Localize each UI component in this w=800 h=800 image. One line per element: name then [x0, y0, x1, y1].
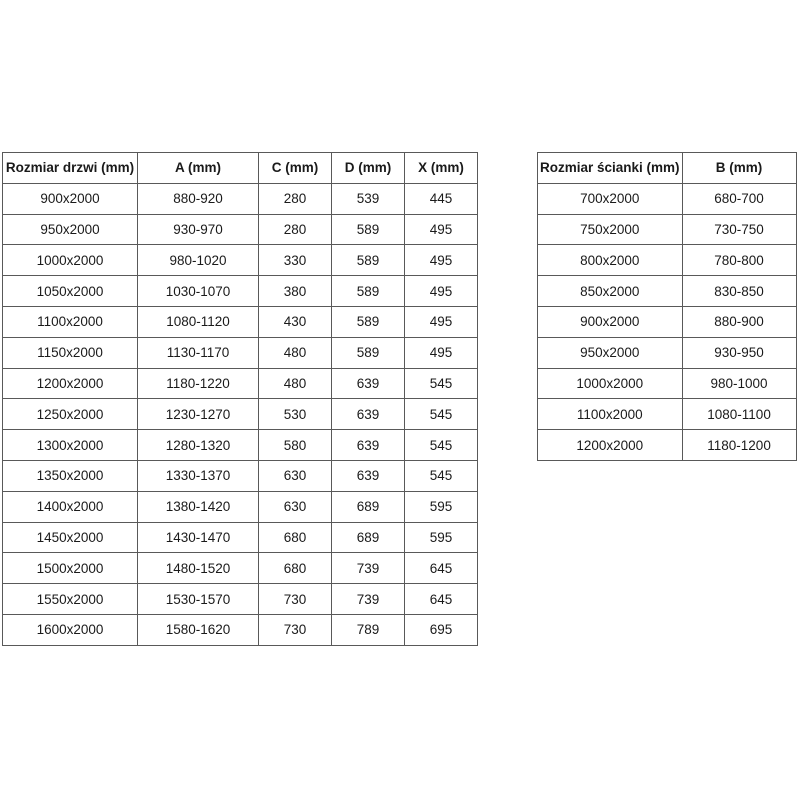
- table-cell: 689: [332, 491, 405, 522]
- table-cell: 980-1000: [682, 368, 796, 399]
- table-cell: 539: [332, 183, 405, 214]
- table-row: [3, 430, 478, 461]
- table-cell: 750x2000: [538, 214, 683, 245]
- table-cell: 495: [405, 276, 478, 307]
- table-cell: 1130-1170: [138, 337, 259, 368]
- table-cell: 430: [259, 306, 332, 337]
- table-cell: 1100x2000: [3, 306, 138, 337]
- table-row: [3, 245, 478, 276]
- table-cell: 1000x2000: [3, 245, 138, 276]
- table-cell: 280: [259, 214, 332, 245]
- table-cell: 680: [259, 553, 332, 584]
- door-sizes-table: [2, 152, 478, 646]
- table-cell: 495: [405, 306, 478, 337]
- table-cell: 730: [259, 614, 332, 645]
- wall-sizes-header: [538, 153, 797, 184]
- table-cell: 589: [332, 276, 405, 307]
- table-cell: 595: [405, 491, 478, 522]
- table-cell: 1580-1620: [138, 614, 259, 645]
- table-cell: 1480-1520: [138, 553, 259, 584]
- header-cell: C (mm): [259, 153, 332, 184]
- table-cell: 1200x2000: [3, 368, 138, 399]
- table-cell: 950x2000: [538, 337, 683, 368]
- table-row: [3, 306, 478, 337]
- table-cell: 680: [259, 522, 332, 553]
- table-cell: 1300x2000: [3, 430, 138, 461]
- table-cell: 1430-1470: [138, 522, 259, 553]
- table-cell: 1280-1320: [138, 430, 259, 461]
- header-cell: X (mm): [405, 153, 478, 184]
- table-cell: 1080-1120: [138, 306, 259, 337]
- table-cell: 445: [405, 183, 478, 214]
- table-cell: 639: [332, 460, 405, 491]
- header-cell: Rozmiar drzwi (mm): [3, 153, 138, 184]
- table-row: [3, 553, 478, 584]
- table-cell: 1450x2000: [3, 522, 138, 553]
- table-cell: 1530-1570: [138, 584, 259, 615]
- table-row: [538, 337, 797, 368]
- table-cell: 880-900: [682, 306, 796, 337]
- table-row: [538, 276, 797, 307]
- table-cell: 630: [259, 491, 332, 522]
- table-cell: 900x2000: [3, 183, 138, 214]
- table-cell: 595: [405, 522, 478, 553]
- table-cell: 530: [259, 399, 332, 430]
- header-cell: D (mm): [332, 153, 405, 184]
- table-cell: 1100x2000: [538, 399, 683, 430]
- table-cell: 1350x2000: [3, 460, 138, 491]
- table-cell: 380: [259, 276, 332, 307]
- table-cell: 730-750: [682, 214, 796, 245]
- table-cell: 330: [259, 245, 332, 276]
- table-cell: 1030-1070: [138, 276, 259, 307]
- table-cell: 545: [405, 399, 478, 430]
- table-cell: 589: [332, 306, 405, 337]
- table-cell: 695: [405, 614, 478, 645]
- table-cell: 1250x2000: [3, 399, 138, 430]
- table-cell: 739: [332, 584, 405, 615]
- table-header-row: [538, 153, 797, 184]
- table-row: [3, 491, 478, 522]
- table-row: [3, 584, 478, 615]
- table-cell: 589: [332, 214, 405, 245]
- table-row: [538, 214, 797, 245]
- table-row: [3, 460, 478, 491]
- table-row: [538, 430, 797, 461]
- table-cell: 545: [405, 368, 478, 399]
- table-cell: 1600x2000: [3, 614, 138, 645]
- table-cell: 1180-1200: [682, 430, 796, 461]
- table-cell: 700x2000: [538, 183, 683, 214]
- header-cell: A (mm): [138, 153, 259, 184]
- table-cell: 545: [405, 460, 478, 491]
- table-cell: 730: [259, 584, 332, 615]
- table-cell: 495: [405, 337, 478, 368]
- table-cell: 1180-1220: [138, 368, 259, 399]
- table-cell: 1330-1370: [138, 460, 259, 491]
- table-cell: 980-1020: [138, 245, 259, 276]
- table-cell: 589: [332, 245, 405, 276]
- table-cell: 850x2000: [538, 276, 683, 307]
- table-cell: 480: [259, 337, 332, 368]
- table-cell: 1400x2000: [3, 491, 138, 522]
- table-row: [538, 306, 797, 337]
- table-cell: 580: [259, 430, 332, 461]
- table-cell: 800x2000: [538, 245, 683, 276]
- table-cell: 780-800: [682, 245, 796, 276]
- table-cell: 680-700: [682, 183, 796, 214]
- table-cell: 495: [405, 214, 478, 245]
- table-cell: 545: [405, 430, 478, 461]
- table-cell: 830-850: [682, 276, 796, 307]
- table-cell: 645: [405, 584, 478, 615]
- table-cell: 639: [332, 399, 405, 430]
- table-cell: 280: [259, 183, 332, 214]
- table-row: [3, 399, 478, 430]
- table-cell: 950x2000: [3, 214, 138, 245]
- table-cell: 1080-1100: [682, 399, 796, 430]
- table-cell: 1000x2000: [538, 368, 683, 399]
- table-cell: 930-970: [138, 214, 259, 245]
- table-cell: 495: [405, 245, 478, 276]
- table-cell: 739: [332, 553, 405, 584]
- table-header-row: [3, 153, 478, 184]
- table-row: [3, 337, 478, 368]
- table-cell: 1150x2000: [3, 337, 138, 368]
- table-cell: 930-950: [682, 337, 796, 368]
- table-cell: 900x2000: [538, 306, 683, 337]
- table-cell: 639: [332, 368, 405, 399]
- table-row: [538, 399, 797, 430]
- table-cell: 645: [405, 553, 478, 584]
- table-cell: 1230-1270: [138, 399, 259, 430]
- table-cell: 1200x2000: [538, 430, 683, 461]
- header-cell: Rozmiar ścianki (mm): [538, 153, 683, 184]
- table-cell: 480: [259, 368, 332, 399]
- table-cell: 1550x2000: [3, 584, 138, 615]
- table-cell: 789: [332, 614, 405, 645]
- table-cell: 1500x2000: [3, 553, 138, 584]
- table-cell: 1050x2000: [3, 276, 138, 307]
- table-row: [3, 183, 478, 214]
- table-row: [538, 368, 797, 399]
- table-row: [538, 183, 797, 214]
- table-row: [3, 214, 478, 245]
- table-row: [3, 522, 478, 553]
- table-cell: 589: [332, 337, 405, 368]
- table-row: [3, 368, 478, 399]
- door-sizes-header: [3, 153, 478, 184]
- wall-sizes-body: [538, 183, 797, 460]
- table-cell: 1380-1420: [138, 491, 259, 522]
- table-cell: 630: [259, 460, 332, 491]
- header-cell: B (mm): [682, 153, 796, 184]
- table-cell: 880-920: [138, 183, 259, 214]
- table-row: [538, 245, 797, 276]
- table-cell: 689: [332, 522, 405, 553]
- door-sizes-body: [3, 183, 478, 645]
- table-row: [3, 276, 478, 307]
- wall-sizes-table: [537, 152, 797, 461]
- table-cell: 639: [332, 430, 405, 461]
- table-row: [3, 614, 478, 645]
